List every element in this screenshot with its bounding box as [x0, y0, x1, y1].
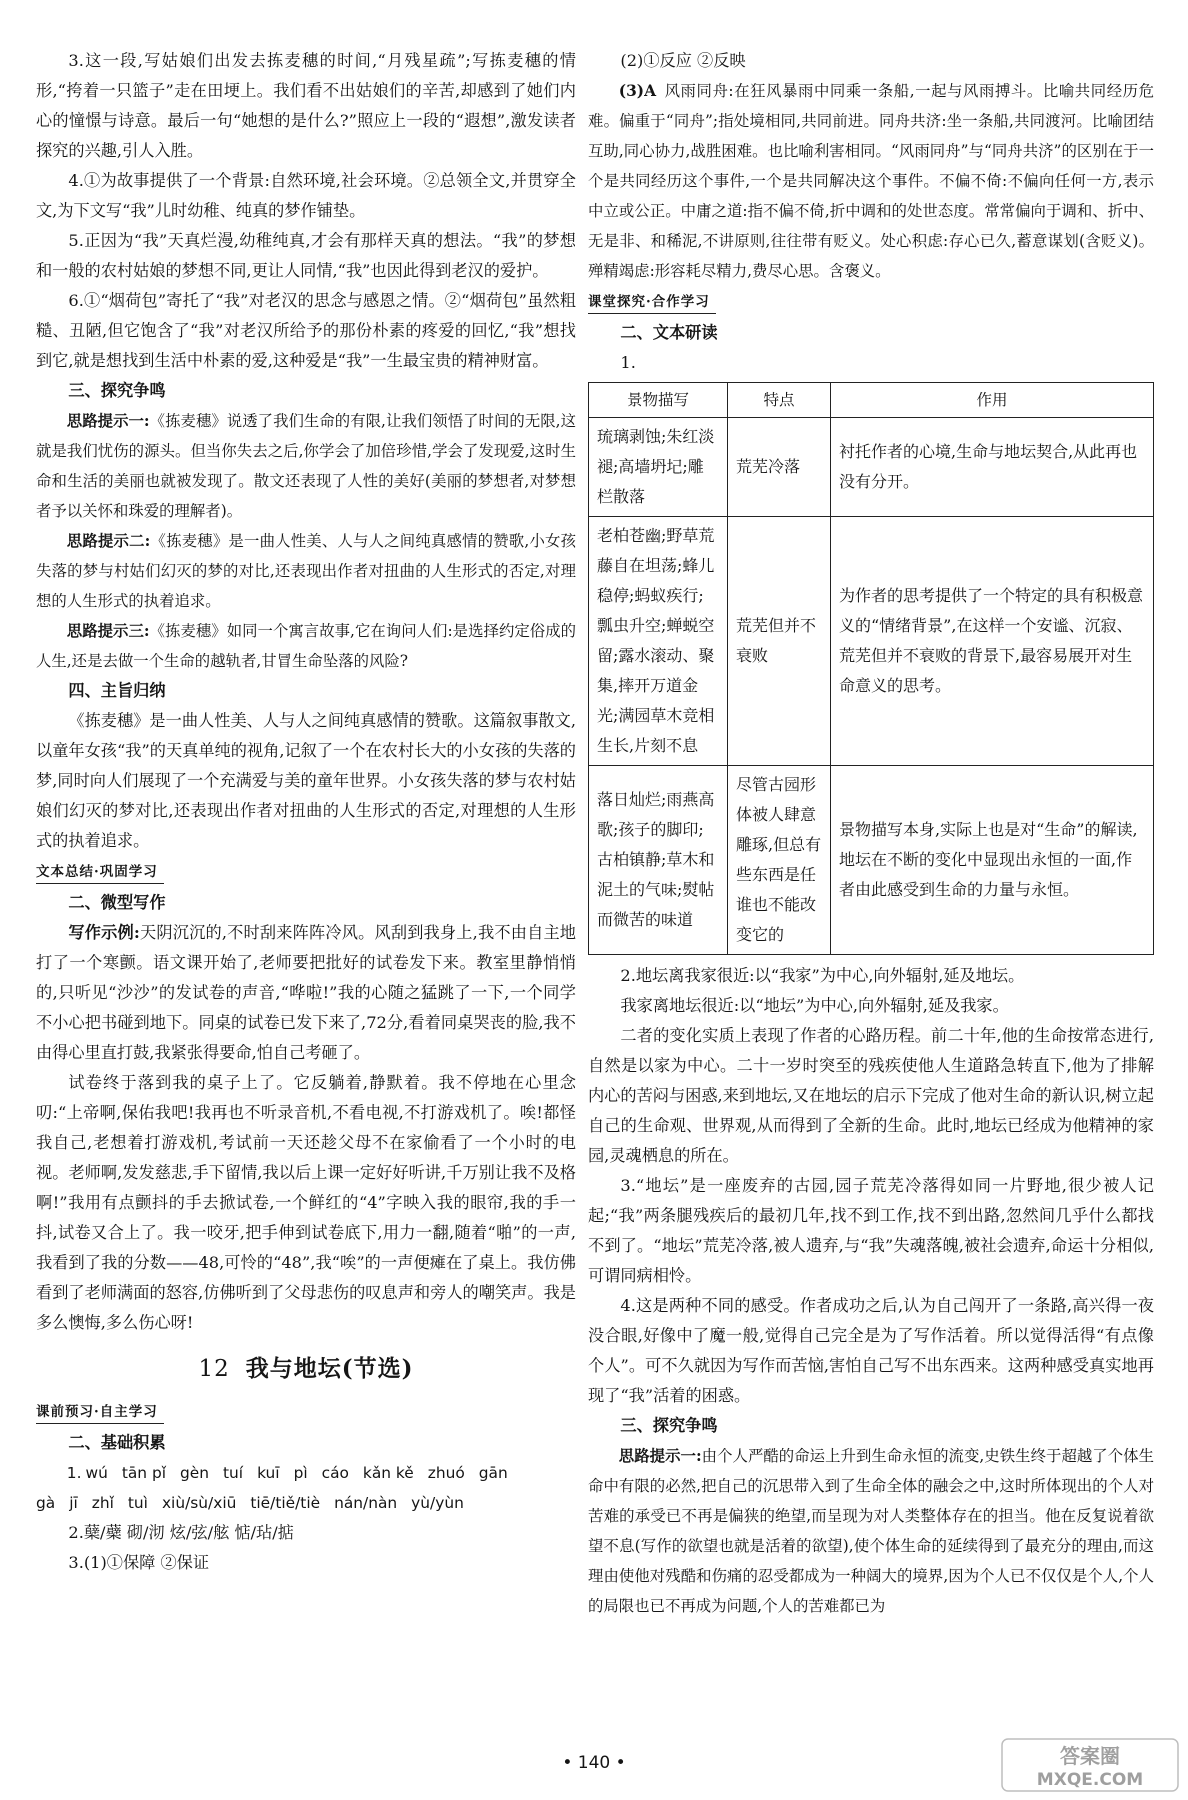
pinyin-item: cáo [321, 1464, 349, 1482]
lesson-number: 12 [198, 1356, 230, 1382]
answer-2-c: 二者的变化实质上表现了作者的心路历程。前二十年,他的生命按常态进行,自然是以家为中心。二十一岁时突至的残疾使他人生道路急转直下,他为了排解内心的苦闷与困惑,来到地坛,又在地坛的启示下完成了他对生命的新认识,树立起自己的生命观、世界观,从而得到了全新的生命。此时,地坛已经成为他精神的家园,灵魂栖息的所在。 [588, 1026, 1154, 1165]
basic-answer-3-2: (2)①反应 ②反映 [620, 51, 746, 70]
pinyin-item: kǎn kě [362, 1464, 414, 1482]
pinyin-item: jī [69, 1494, 78, 1512]
banner-class-inquiry: 课堂探究·合作学习 [588, 292, 716, 314]
pinyin-item: gèn [180, 1464, 209, 1482]
section-heading-explore: 三、探究争鸣 [68, 381, 166, 400]
pinyin-item: gān [478, 1464, 508, 1482]
svg-text:MXQE.COM: MXQE.COM [1036, 1770, 1144, 1790]
pinyin-item: tuì [127, 1494, 148, 1512]
answer-6: 6.①“烟荷包”寄托了“我”对老汉的思念与感恩之情。②“烟荷包”虽然粗糙、丑陋,但它饱含了“我”对老汉所给予的那份朴素的疼爱的回忆,“我”想找到它,就是想找到生活中朴素的爱,这种爱是“我”一生最宝贵的精神财富。 [36, 291, 576, 370]
table-cell: 景物描写本身,实际上也是对“生命”的解读,地坛在不断的变化中显现出永恒的一面,作者由此感受到生命的力量与永恒。 [831, 766, 1154, 955]
site-watermark-logo [1000, 1735, 1180, 1795]
scenery-table [588, 382, 1154, 955]
answer-3-right: 3.“地坛”是一座废弃的古园,园子荒芜冷落得如同一片野地,很少被人记起;“我”两条腿残疾后的最初几年,找不到工作,找不到出路,忽然间几乎什么都找不到了。“地坛”荒芜冷落,被人遗弃,与“我”失魂落魄,被社会遗弃,命运十分相似,可谓同病相怜。 [588, 1176, 1154, 1285]
table-header: 景物描写 [589, 383, 728, 418]
table-cell: 荒芜冷落 [728, 418, 831, 517]
table-cell: 琉璃剥蚀;朱红淡褪;高墙坍圮;雕栏散落 [589, 418, 728, 517]
table-header: 作用 [831, 383, 1154, 418]
basic-answer-3-3-text: 风雨同舟:在狂风暴雨中同乘一条船,一起与风雨搏斗。比喻共同经历危难。偏重于“同舟”;指处境相同,共同前进。同舟共济:坐一条船,共同渡河。比喻团结互助,同心协力,战胜困难。也比喻利害相同。“风雨同舟”与“同舟共济”的区别在于一个是共同经历这个事件,一个是共同解决这个事件。不偏不倚:不偏向任何一方,表示中立或公正。中庸之道:指不偏不倚,折中调和的处世态度。常常偏向于调和、折中、无是非、和稀泥,不讲原则,往往带有贬义。处心积虑:存心已久,蓄意谋划(含贬义)。殚精竭虑:形容耗尽精力,费尽心思。含褒义。 [588, 82, 1154, 280]
section-heading-text-study: 二、文本研读 [620, 323, 718, 342]
thinking-tip-1 [36, 406, 576, 526]
answer-2-b: 我家离地坛很近:以“地坛”为中心,向外辐射,延及我家。 [620, 996, 1009, 1015]
pinyin-item: tān pǐ [121, 1464, 166, 1482]
writing-sample-1 [36, 918, 576, 1068]
thinking-tip-3-text: 《拣麦穗》如同一个寓言故事,它在询问人们:是选择约定俗成的人生,还是去做一个生命的越轨者,甘冒生命坠落的风险? [36, 622, 577, 670]
pinyin-item: gà [36, 1494, 56, 1512]
lesson-name: 我与地坛(节选) [245, 1355, 414, 1382]
svg-text:答案圈: 答案圈 [1060, 1744, 1120, 1768]
thinking-tip-1-label: 思路提示一: [66, 412, 150, 430]
writing-sample-text: 天阴沉沉的,不时刮来阵阵冷风。风刮到我身上,我不由自主地打了一个寒颤。语文课开始了,老师要把批好的试卷发下来。教室里静悄悄的,只听见“沙沙”的发试卷的声音,“哗啦!”我的心随之猛跳了一下,一个同学不小心把书碰到地下。同桌的试卷已发下来了,72分,看着同桌哭丧的脸,我不由得心里直打鼓,我紧张得要命,怕自己考砸了。 [36, 923, 576, 1062]
right-column [588, 46, 1154, 1621]
left-column [36, 46, 576, 1578]
thinking-tip-2-label: 思路提示二: [66, 532, 151, 550]
banner-preview: 课前预习·自主学习 [36, 1402, 164, 1424]
thinking-tip-right-1-label: 思路提示一: [618, 1447, 702, 1465]
table-cell: 落日灿烂;雨燕高歌;孩子的脚印;古柏镇静;草木和泥土的气味;熨帖而微苦的味道 [589, 766, 728, 955]
table-row [589, 766, 1154, 955]
pinyin-item: nán/nàn [334, 1494, 398, 1512]
table-row [589, 418, 1154, 517]
pinyin-item: pì [293, 1464, 308, 1482]
pinyin-item: tuí [223, 1464, 244, 1482]
section-heading-explore-right: 三、探究争鸣 [620, 1416, 718, 1435]
banner-text-summary: 文本总结·巩固学习 [36, 862, 164, 884]
table-cell: 荒芜但并不衰败 [728, 517, 831, 766]
answer-4-right: 4.这是两种不同的感受。作者成功之后,认为自己闯开了一条路,高兴得一夜没合眼,好像中了魔一般,觉得自己完全是为了写作活着。所以觉得活得“有点像个人”。可不久就因为写作而苦恼,害怕自己写不出东西来。这两种感受真实地再现了“我”活着的困惑。 [588, 1296, 1154, 1405]
writing-sample-label: 写作示例: [68, 923, 140, 942]
answer-5: 5.正因为“我”天真烂漫,幼稚纯真,才会有那样天真的想法。“我”的梦想和一般的农村姑娘的梦想不同,更让人同情,“我”也因此得到老汉的爱护。 [36, 231, 576, 280]
table-row [589, 517, 1154, 766]
thinking-tip-3-label: 思路提示三: [66, 622, 150, 640]
answer-4: 4.①为故事提供了一个背景:自然环境,社会环境。②总领全文,并贯穿全文,为下文写“我”儿时幼稚、纯真的梦作铺垫。 [36, 171, 576, 220]
section-heading-writing: 二、微型写作 [68, 893, 166, 912]
pinyin-item: zhǐ [91, 1494, 114, 1512]
basic-answer-3-3-label: (3)A [618, 82, 657, 100]
basic-answer-2: 2.蘖/蘗 砌/沏 炫/弦/舷 惦/玷/掂 [68, 1523, 294, 1542]
thinking-tip-3 [36, 616, 576, 676]
pinyin-item: zhuó [427, 1464, 465, 1482]
pinyin-item: yù/yùn [411, 1494, 464, 1512]
pinyin-item-number: 1. [66, 1464, 82, 1482]
pinyin-row-2 [36, 1488, 576, 1518]
thinking-tip-1-text: 《拣麦穗》说透了我们生命的有限,让我们领悟了时间的无限,这就是我们忧伤的源头。但当你失去之后,你学会了加倍珍惜,学会了发现爱,这时生命和生活的美丽也就被发现了。散文还表现了人性的美好(美丽的梦想者,对梦想者予以关怀和珠爱的理解者)。 [36, 412, 576, 520]
thinking-tip-2-text: 《拣麦穗》是一曲人性美、人与人之间纯真感情的赞歌,小女孩失落的梦与村姑们幻灭的梦的对比,还表现出作者对扭曲的人生形式的否定,对理想的人生形式的执着追求。 [36, 532, 576, 610]
table-cell: 衬托作者的心境,生命与地坛契合,从此再也没有分开。 [831, 418, 1154, 517]
basic-answer-3-3 [588, 76, 1154, 286]
pinyin-item: kuī [257, 1464, 280, 1482]
page-number: • 140 • [562, 1753, 626, 1773]
answer-2: 2.地坛离我家很近:以“我家”为中心,向外辐射,延及地坛。 [620, 966, 1025, 985]
table-header-row [589, 383, 1154, 418]
pinyin-item: wú [85, 1464, 108, 1482]
thinking-tip-right-1-text: 由个人严酷的命运上升到生命永恒的流变,史铁生终于超越了个体生命中有限的必然,把自己的沉思带入到了生命全体的融会之中,这时所体现出的个人对苦难的承受已不再是偏狭的绝望,而呈现为对人类整体存在的担当。他在反复说着欲望不息(写作的欲望也就是活着的欲望),使个体生命的延续得到了最充分的理由,而这理由使他对残酷和伤痛的忍受都成为一种阔大的境界,因为个人已不仅仅是个人,个人的局限也已不再成为问题,个人的苦难都已为 [588, 1447, 1154, 1615]
pinyin-row-1 [36, 1458, 576, 1488]
theme-summary: 《拣麦穗》是一曲人性美、人与人之间纯真感情的赞歌。这篇叙事散文,以童年女孩“我”的天真单纯的视角,记叙了一个在农村长大的小女孩的失落的梦,同时向人们展现了一个充满爱与美的童年世界。小女孩失落的梦与农村姑娘们幻灭的梦对比,还表现出作者对扭曲的人生形式的否定,对理想的人生形式的执着追求。 [36, 711, 576, 850]
thinking-tip-2 [36, 526, 576, 616]
pinyin-item: xiù/sù/xiū [161, 1494, 237, 1512]
writing-sample-2: 试卷终于落到我的桌子上了。它反躺着,静默着。我不停地在心里念叨:“上帝啊,保佑我吧!我再也不听录音机,不看电视,不打游戏机了。唉!都怪我自己,老想着打游戏机,考试前一天还趁父母不在家偷看了一个小时的电视。老师啊,发发慈悲,手下留情,我以后上课一定好好听讲,千万别让我不及格啊!”我用有点颤抖的手去掀试卷,一个鲜红的“4”字映入我的眼帘,我的手一抖,试卷又合上了。我一咬牙,把手伸到试卷底下,用力一翻,随着“啪”的一声,我看到了我的分数——48,可怜的“48”,我“唉”的一声便瘫在了桌上。我仿佛看到了老师满面的怒容,仿佛听到了父母悲伤的叹息声和旁人的嘲笑声。我是多么懊悔,多么伤心呀! [36, 1073, 576, 1332]
section-heading-basics: 二、基础积累 [68, 1433, 166, 1452]
section-heading-theme: 四、主旨归纳 [68, 681, 166, 700]
table-cell: 老柏苍幽;野草荒藤自在坦荡;蜂儿稳停;蚂蚁疾行;瓢虫升空;蝉蜕空留;露水滚动、聚集,摔开万道金光;满园草木竞相生长,片刻不息 [589, 517, 728, 766]
question-1-number: 1. [620, 353, 636, 372]
answer-3: 3.这一段,写姑娘们出发去拣麦穗的时间,“月残星疏”;写拣麦穗的情形,“挎着一只篮子”走在田埂上。我们看不出姑娘们的辛苦,却感到了她们内心的憧憬与诗意。最后一句“她想的是什么?”照应上一段的“遐想”,激发读者探究的兴趣,引人入胜。 [36, 51, 576, 160]
table-cell: 为作者的思考提供了一个特定的具有积极意义的“情绪背景”,在这样一个安谧、沉寂、荒芜但并不衰败的背景下,最容易展开对生命意义的思考。 [831, 517, 1154, 766]
lesson-title [36, 1352, 576, 1386]
table-cell: 尽管古园形体被人肆意雕琢,但总有些东西是任谁也不能改变它的 [728, 766, 831, 955]
thinking-tip-right-1 [588, 1441, 1154, 1621]
basic-answer-3: 3.(1)①保障 ②保证 [68, 1553, 210, 1572]
pinyin-item: tiē/tiě/tiè [250, 1494, 321, 1512]
table-header: 特点 [728, 383, 831, 418]
